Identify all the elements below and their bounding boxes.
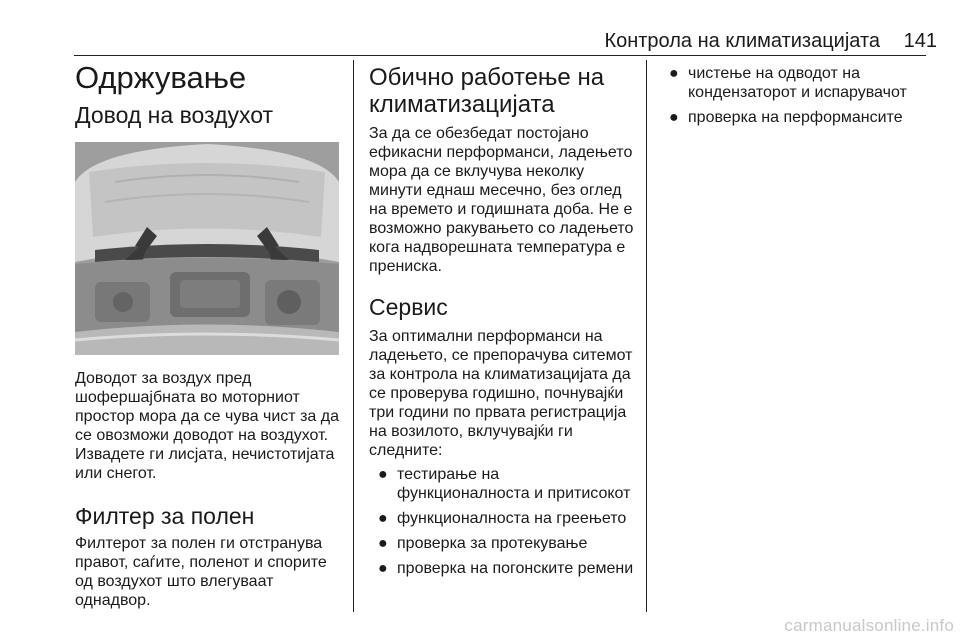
list-item: ● функционалноста на греењето bbox=[378, 510, 627, 527]
list-item: ● проверка на перформансите bbox=[669, 109, 903, 126]
column-divider-1 bbox=[353, 60, 354, 612]
service-checklist bbox=[369, 465, 635, 578]
list-item: ● тестирање на функционалноста и притисокот bbox=[378, 466, 631, 502]
bullet-icon: ● bbox=[378, 560, 388, 577]
column-1 bbox=[75, 60, 340, 610]
list-item: ● чистење на одводот на кондензаторот и испарувачот bbox=[669, 65, 907, 101]
service-text: За оптимални перформанси на ладењето, се препорачува ситемот за контрола на климатизацијата да се проверува годишно, почнувајќи три години по првата регистрација на возилото, вклучувајќи ги следните: bbox=[369, 328, 633, 459]
column-divider-2 bbox=[646, 60, 647, 612]
bullet-icon: ● bbox=[378, 466, 388, 483]
header-rule bbox=[74, 55, 926, 56]
normal-operation-text: За да се обезбедат постојано ефикасни перформанси, ладењето мора да се вклучува неколку минути еднаш месечно, без оглед на времето и годишната доба. Не е возможно ракувањето со ладењето кога надворешната температура е прениска. bbox=[369, 125, 634, 275]
pollen-filter-text: Филтерот за полен ги отстранува правот, саѓите, поленот и спорите од воздухот што влегуваат однадвор. bbox=[75, 535, 327, 609]
column-2 bbox=[369, 64, 635, 584]
bullet-icon: ● bbox=[669, 109, 679, 126]
watermark: carmanualsonline.info bbox=[784, 616, 954, 635]
section-title-maintenance: Одржување bbox=[75, 60, 247, 95]
engine-bay-photo bbox=[75, 142, 339, 355]
list-item: ● проверка на погонските ремени bbox=[378, 560, 634, 577]
service-checklist-continued bbox=[660, 64, 930, 127]
bullet-icon: ● bbox=[378, 535, 388, 552]
section-title-normal-operation: Обично работење на климатизацијата bbox=[369, 64, 605, 118]
page-number: 141 bbox=[903, 30, 937, 52]
running-header-title: Контрола на климатизацијата bbox=[604, 30, 880, 52]
subsection-title-pollen-filter: Филтер за полен bbox=[75, 503, 255, 529]
bullet-icon: ● bbox=[669, 65, 679, 82]
bullet-icon: ● bbox=[378, 510, 388, 527]
air-intake-text: Доводот за воздух пред шофершајбната во моторниот простор мора да се чува чист за да се овозможи доводот на воздухот. Извадете ги лисјата, нечистотијата или снегот. bbox=[75, 370, 339, 482]
column-3 bbox=[660, 64, 930, 133]
subsection-title-air-intake: Довод на воздухот bbox=[75, 102, 274, 128]
list-item: ● проверка за протекување bbox=[378, 535, 588, 552]
section-title-service: Сервис bbox=[369, 294, 448, 320]
